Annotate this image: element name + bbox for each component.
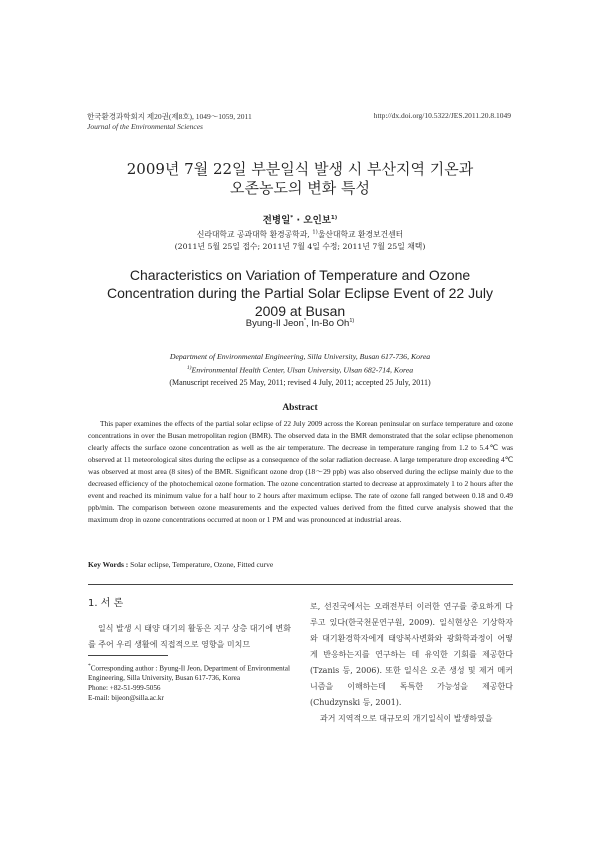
english-title-line: Characteristics on Variation of Temperature and Ozone [129, 267, 471, 283]
affiliation-text: Environmental Health Center, Ulsan University, Ulsan 682-714, Korea [191, 365, 414, 375]
author-name: In-Bo Oh [311, 318, 350, 330]
body-paragraph: 일식 발생 시 태양 대기의 활동은 지구 상층 대기에 변화를 주어 우리 생활에 직접적으로 영향을 미치므 [88, 624, 291, 649]
english-dates: (Manuscript received 25 May, 2011; revised 4 July, 2011; accepted 25 July, 2011) [169, 378, 431, 387]
abstract-heading: Abstract [282, 403, 318, 413]
keywords [88, 560, 273, 569]
footnote-mark: * [88, 663, 91, 669]
keywords-label: Key Words : [88, 560, 131, 569]
english-affiliation: Department of Environmental Engineering, Silla University, Busan 617-736, Korea [169, 352, 431, 361]
korean-title-line: 2009년 7월 22일 부분일식 발생 시 부산지역 기온과 [126, 160, 474, 178]
english-title [0, 266, 600, 320]
english-authors [0, 318, 600, 329]
korean-authors [0, 212, 600, 226]
author-separator: · [293, 215, 304, 226]
footnote-phone: Phone: +82-51-999-5056 [88, 684, 161, 693]
affiliation-mark: 1) [312, 229, 318, 236]
author-name: Byung-Il Jeon [245, 318, 304, 330]
author-mark: 1) [330, 214, 338, 221]
journal-name: Journal of the Environmental Sciences [87, 122, 203, 131]
author-name: 오인보 [303, 215, 331, 226]
body-paragraph: 과거 지역적으로 대규모의 개기일식이 발생하였을 [320, 714, 493, 723]
korean-title-line: 오존농도의 변화 특성 [230, 179, 370, 197]
footnote-divider [88, 655, 168, 656]
korean-affiliation [0, 229, 600, 240]
corresponding-author-footnote [88, 661, 291, 703]
author-mark: * [290, 214, 294, 221]
korean-dates: (2011년 5월 25일 접수; 2011년 7월 4일 수정; 2011년 7월 25일 채택) [174, 242, 426, 251]
doi-link[interactable]: http://dx.doi.org/10.5322/JES.2011.20.8.1049 [373, 111, 511, 120]
body-paragraph: 로, 선진국에서는 오래전부터 이러한 연구를 중요하게 다루고 있다(한국천문연구원, 2009). 일식현상은 기상학자와 대기환경학자에게 태양복사변화와 광화학과정이 어떻게 반응하는지를 연구하는 데 유익한 기회를 제공한다(Tzanis 등, 2006). 또한 일식은 오존 생성 및 제거 메커니즘을 이해하는데 독특한 가능성을 제공한다(Chudzynski 등, 2001). [310, 602, 513, 707]
affiliation-text: 신라대학교 공과대학 환경공학과, [196, 230, 313, 239]
author-mark: * [303, 318, 307, 324]
english-title-line: 2009 at Busan [254, 303, 346, 319]
english-affiliation [0, 365, 600, 375]
author-name: 전병일 [262, 215, 291, 226]
author-mark: 1) [349, 318, 355, 324]
affiliation-text: 울산대학교 환경보건센터 [317, 230, 404, 239]
affiliation-mark: 1) [186, 365, 192, 371]
journal-citation: 한국환경과학회지 제20권(제8호), 1049～1059, 2011 [87, 112, 252, 121]
keywords-text: Solar eclipse, Temperature, Ozone, Fitted curve [130, 560, 274, 569]
korean-title [0, 160, 600, 198]
abstract-body: This paper examines the effects of the partial solar eclipse of 22 July 2009 across the Korean peninsular on surface temperature and ozone concentrations in over the Busan metropolitan region (BMR). The observed data in the BMR demonstrated that the solar eclipse phenomenon clearly affects the surface ozone concentration as well as the air temperature. The decrease in temperature ranging from 1.2 to 5.4℃ was observed at 11 meteorological sites during the eclipse as a consequence of the solar radiation decrease. A large temperature drop exceeding 4℃ was observed at most area (8 sites) of the BMR. Significant ozone drop (18～29 ppb) was also observed during the eclipse mainly due to the decreased efficiency of the photochemical ozone formation. The ozone concentration started to decrease at approximately 1 to 2 hours after the event and reached its minimum value for a half hour to 2 hours after maximum eclipse. The rate of ozone fall ranged between 0.18 and 0.49 ppb/min. The comparison between ozone measurements and the expected values derived from the fitted curve analysis showed that the maximum drop in ozone concentrations occurred at noon or 1 PM and was pronounced at industrial areas. [88, 419, 513, 524]
left-column [88, 594, 291, 653]
right-column [310, 599, 513, 727]
author-separator: , [306, 318, 312, 330]
english-title-line: Concentration during the Partial Solar Eclipse Event of 22 July [107, 285, 493, 301]
footnote-text: Corresponding author : Byung-Il Jeon, Department of Environmental Engineering, Silla University, Busan 617-736, Korea [88, 664, 290, 683]
section-heading: 1. 서 론 [88, 598, 124, 609]
section-divider [88, 584, 513, 585]
footnote-email[interactable]: E-mail: bijeon@silla.ac.kr [88, 694, 164, 703]
